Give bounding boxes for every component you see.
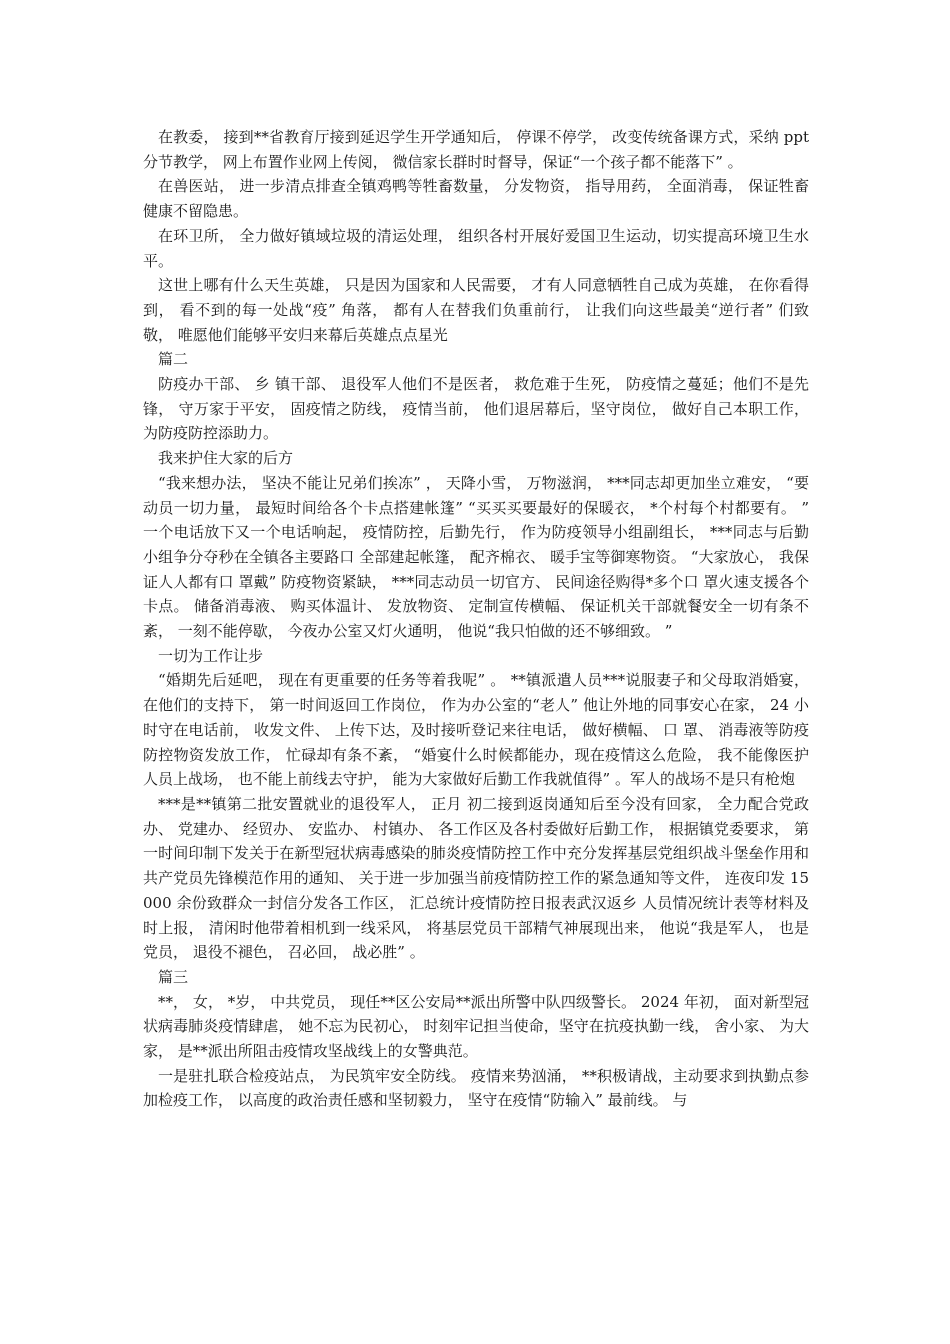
paragraph-checkpoint-duty: 一是驻扎联合检疫站点， 为民筑牢安全防线。 疫情来势汹涌， **积极请战，主动要求到执勤点参加检疫工作， 以高度的政治责任感和坚韧毅力， 坚守在疫情“防输入” 最前线。 与 <box>143 1066 809 1110</box>
document-body <box>143 125 809 1113</box>
paragraph-police-officer-intro: **， 女， *岁， 中共党员， 现任**区公安局**派出所警中队四级警长。 2024 年初， 面对新型冠状病毒肺炎疫情肆虐， 她不忘为民初心， 时刻牢记担当使命，坚守在抗疫执勤一线， 舍小家、 为大家， 是**派出所阻击疫情攻坚战线上的女警典范。 <box>143 992 809 1061</box>
paragraph-sanitation-office: 在环卫所， 全力做好镇域垃圾的清运处理， 组织各村开展好爱国卫生运动，切实提高环境卫生水平。 <box>143 226 809 270</box>
subheading-work-first: 一切为工作让步 <box>158 646 264 665</box>
paragraph-postponed-wedding: “婚期先后延吧， 现在有更重要的任务等着我呢” 。 **镇派遣人员***说服妻子和父母取消婚宴， 在他们的支持下， 第一时间返回工作岗位， 作为办公室的“老人” 他让外地的同事安心在家， 24 小时守在电话前， 收发文件、 上传下达，及时接听登记来往电话， 做好横幅、 口 罩、 消毒液等防疫防控物资发放工作， 忙碌却有条不紊， “婚宴什么时候都能办，现在疫情这么危险， 我不能像医护人员上战场， 也不能上前线去守护， 能为大家做好后勤工作我就值得” 。军人的战场不是只有枪炮 <box>143 671 809 789</box>
paragraph-logistics-story: “我来想办法， 坚决不能让兄弟们挨冻” ， 天降小雪， 万物滋润， ***同志却更加坐立难安， “要动员一切力量， 最短时间给各个卡点搭建帐篷” “买买买要最好的保暖衣， *个村每个村都要有。 ” 一个电话放下又一个电话响起， 疫情防控，后勤先行， 作为防疫领导小组副组长， ***同志与后勤小组争分夺秒在全镇各主要路口 全部建起帐篷， 配齐棉衣、 暖手宝等御寒物资。 “大家放心， 我保证人人都有口 罩戴” 防疫物资紧缺， ***同志动员一切官方、 民间途径购得*多个口 罩火速支援各个卡点。 储备消毒液、 购买体温计、 发放物资、 定制宣传横幅、 保证机关干部就餐安全一切有条不紊， 一刻不能停歇， 今夜办公室又灯火通明， 他说“我只怕做的还不够细致。 ” <box>143 473 809 641</box>
section-heading-part-three: 篇三 <box>158 967 189 986</box>
section-heading-part-two: 篇二 <box>158 350 189 369</box>
paragraph-veterinary-station: 在兽医站， 进一步清点排查全镇鸡鸭等牲畜数量， 分发物资， 指导用药， 全面消毒， 保证牲畜健康不留隐患。 <box>143 177 809 221</box>
paragraph-part-two-intro: 防疫办干部、 乡 镇干部、 退役军人他们不是医者， 救危难于生死， 防疫情之蔓延；他们不是先锋， 守万家于平安， 固疫情之防线， 疫情当前， 他们退居幕后，坚守岗位， 做好自己本职工作， 为防疫防控添助力。 <box>143 375 809 443</box>
subheading-guard-the-rear: 我来护住大家的后方 <box>158 449 294 468</box>
paragraph-veteran-story: ***是**镇第二批安置就业的退役军人， 正月 初二接到返岗通知后至今没有回家， 全力配合党政办、 党建办、 经贸办、 安监办、 村镇办、 各工作区及各村委做好后勤工作， 根据镇党委要求， 第一时间印制下发关于在新型冠状病毒感染的肺炎疫情防控工作中充分发挥基层党组织战斗堡垒作用和共产党员先锋模范作用的通知、 关于进一步加强当前疫情防控工作的紧急通知等文件， 连夜印发 15000 余份致群众一封信分发各工作区， 汇总统计疫情防控日报表武汉返乡 人员情况统计表等材料及时上报， 清闲时他带着相机到一线采风， 将基层党员干部精气神展现出来， 他说“我是军人， 也是党员， 退役不褪色， 召必回， 战必胜” 。 <box>143 794 809 962</box>
paragraph-unsung-heroes: 这世上哪有什么天生英雄， 只是因为国家和人民需要， 才有人同意牺牲自己成为英雄， 在你看得到， 看不到的每一处战“疫” 角落， 都有人在替我们负重前行， 让我们向这些最美“逆行者” 们致敬， 唯愿他们能够平安归来幕后英雄点点星光 <box>143 276 809 344</box>
paragraph-education-bureau: 在教委， 接到**省教育厅接到延迟学生开学通知后， 停课不停学， 改变传统备课方式，采纳 ppt 分节教学， 网上布置作业网上传阅， 微信家长群时时督导，保证“一个孩子都不能落下” 。 <box>143 128 809 171</box>
